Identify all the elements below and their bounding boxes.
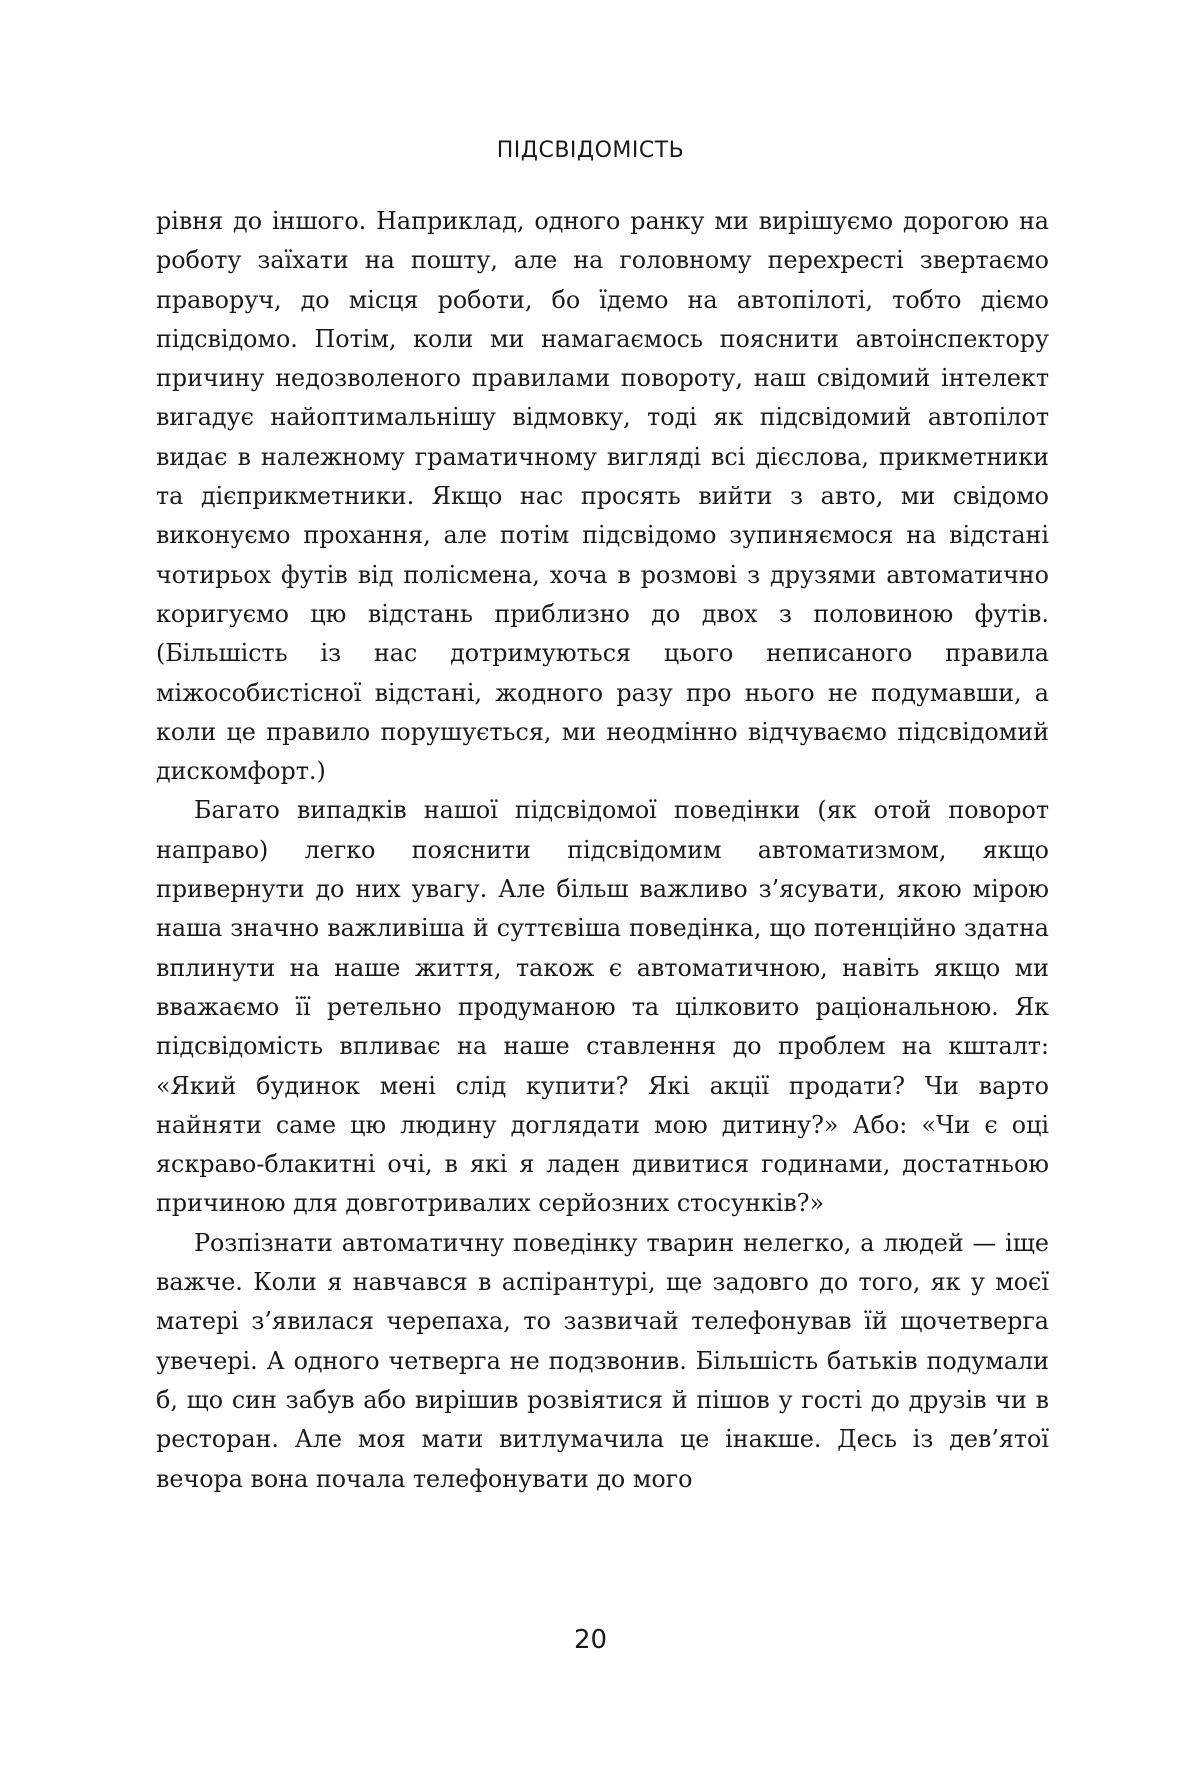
running-head: ПІДСВІДОМІСТЬ	[496, 138, 685, 163]
paragraph: Розпізнати автоматичну поведінку тварин нелегко, а людей — іще важче. Коли я навчався в аспірантурі, ще задовго до того, як у моєї матері з’явилася черепаха, то зазвичай телефонував їй щочетверга увечері. А одного четверга не подзвонив. Більшість батьків подумали б, що син забув або вирішив розвіятися й пішов у гості до друзів чи в ресторан. Але моя мати витлумачила це інакше. Десь із дев’ятої вечора вона почала телефонувати до мого	[156, 1228, 1049, 1493]
page-number: 20	[573, 1625, 608, 1655]
paragraph: Багато випадків нашої підсвідомої поведінки (як отой поворот направо) легко пояснити підсвідомим автоматизмом, якщо привернути до них увагу. Але більш важливо з’ясувати, якою мірою наша значно важливіша й суттєвіша поведінка, що потенційно здатна вплинути на наше життя, також є автоматичною, навіть якщо ми вважаємо її ретельно продуманою та цілковито раціональною. Як підсвідомість впливає на наше ставлення до проблем на кшталт: «Який будинок мені слід купити? Які акції продати? Чи варто найняти саме цю людину доглядати мою дитину?» Або: «Чи є оці яскраво-блакитні очі, в які я ладен дивитися годинами, достатньою причиною для довготривалих серйозних стосунків?»	[156, 796, 1049, 1218]
paragraph: рівня до іншого. Наприклад, одного ранку ми вирішуємо дорогою на роботу заїхати на пошту, але на головному перехресті звертаємо праворуч, до місця роботи, бо їдемо на автопілоті, тобто діємо підсвідомо. Потім, коли ми намагаємось пояснити автоінспектору причину недозволеного правилами повороту, наш свідомий інтелект вигадує найоптимальнішу відмовку, тоді як підсвідомий автопілот видає в належному граматичному вигляді всі дієслова, прикметники та дієприкметники. Якщо нас просять вийти з авто, ми свідомо виконуємо прохання, але потім підсвідомо зупиняємося на відстані чотирьох футів від полісмена, хоча в розмові з друзями автоматично коригуємо цю відстань приблизно до двох з половиною футів. (Більшість із нас дотримуються цього неписаного правила міжособистісної відстані, жодного разу про нього не подумавши, а коли це правило порушується, ми неодмінно відчуваємо підсвідомий дискомфорт.)	[156, 207, 1049, 786]
body-text	[156, 202, 1049, 1499]
